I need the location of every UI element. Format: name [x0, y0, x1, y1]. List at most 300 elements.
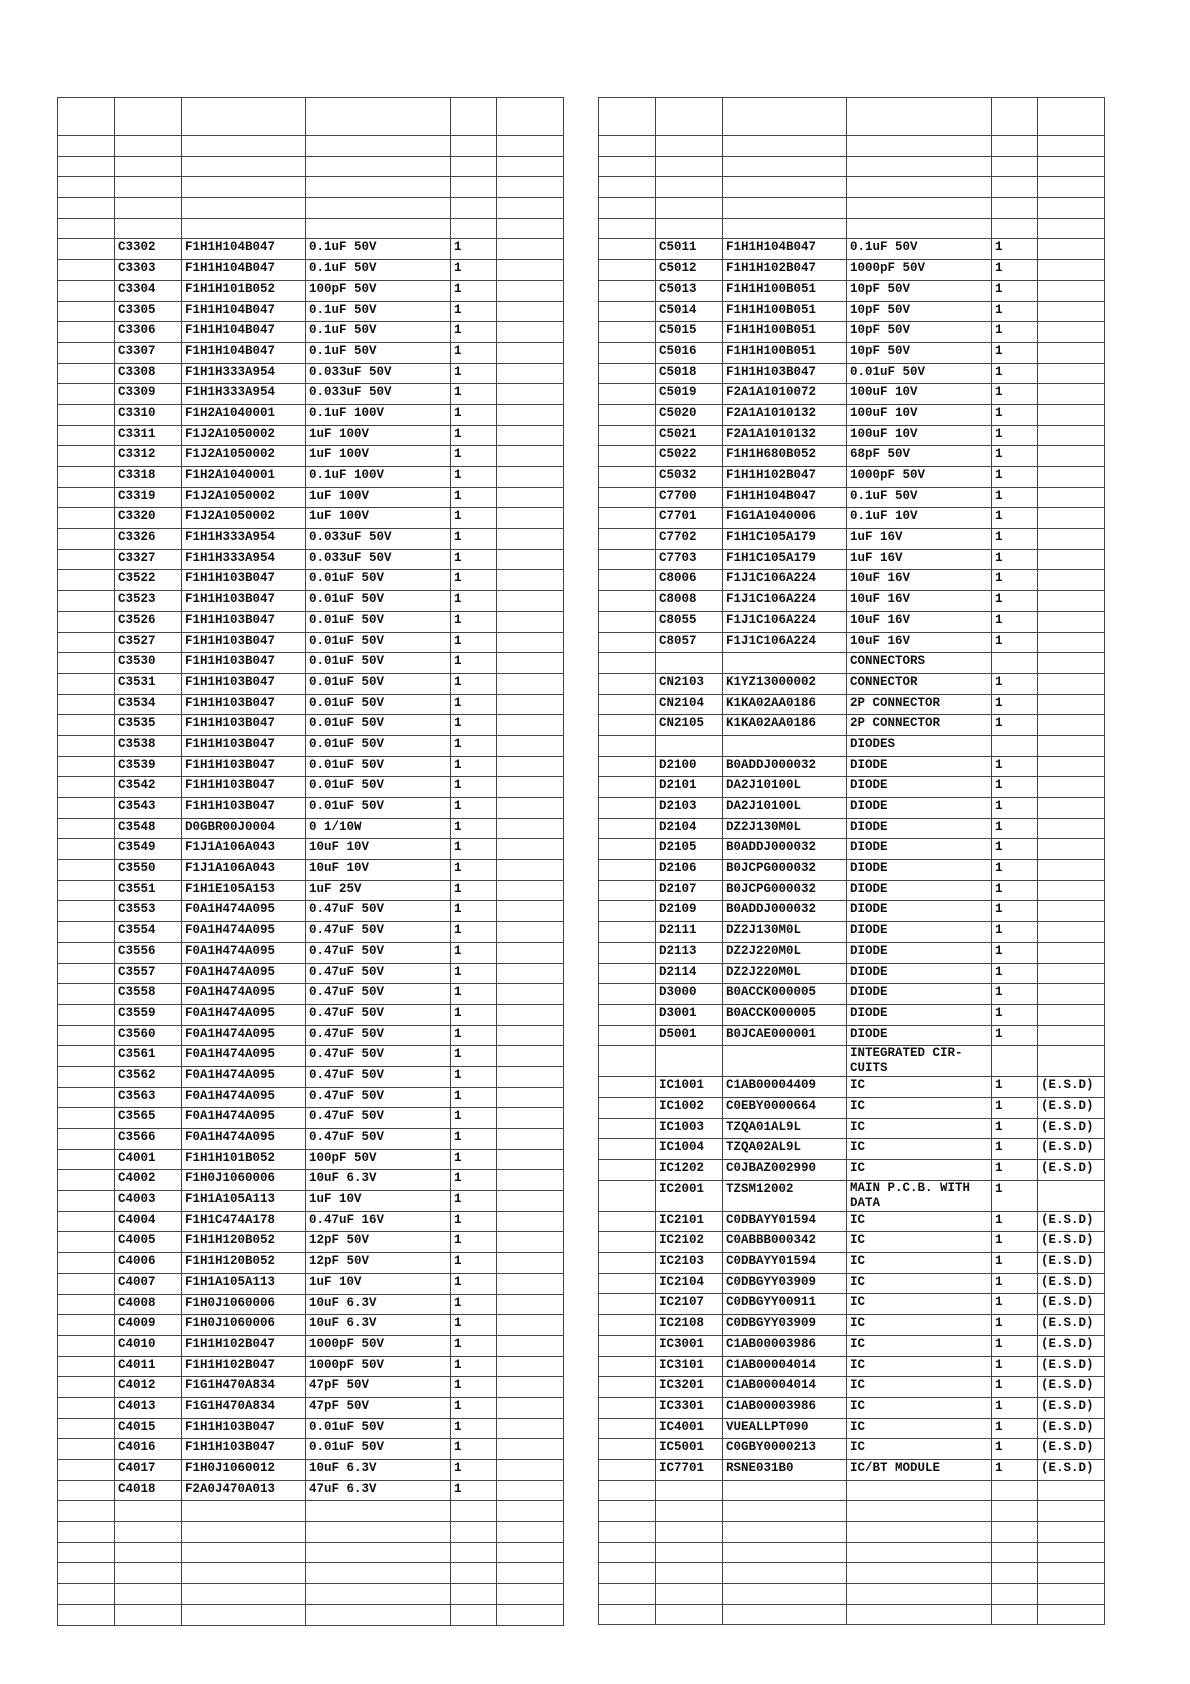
remarks-cell	[1038, 1584, 1105, 1605]
remarks-cell	[1038, 942, 1105, 963]
table-row	[599, 1232, 1105, 1253]
table-row	[599, 1097, 1105, 1118]
remarks-cell	[497, 632, 564, 653]
description-cell: 10uF 6.3V	[306, 1170, 451, 1191]
table-row	[599, 839, 1105, 860]
table-row	[599, 98, 1105, 136]
qty-cell: 1	[451, 839, 497, 860]
part-no-cell: F1H1H104B047	[723, 487, 847, 508]
ref-cell: C3308	[115, 363, 182, 384]
description-cell: 10uF 16V	[847, 591, 992, 612]
ref-no-cell	[58, 239, 115, 260]
remarks-cell	[497, 280, 564, 301]
remarks-cell	[1038, 1180, 1105, 1211]
qty-cell: 1	[992, 901, 1038, 922]
description-cell: IC	[847, 1253, 992, 1274]
description-cell: 100uF 10V	[847, 425, 992, 446]
qty-cell	[451, 198, 497, 219]
ref-no-cell	[599, 1232, 656, 1253]
table-row	[58, 1211, 564, 1232]
qty-cell: 1	[992, 860, 1038, 881]
table-row	[58, 1542, 564, 1563]
table-row	[58, 177, 564, 198]
remarks-cell	[497, 1129, 564, 1150]
qty-cell: 1	[451, 1087, 497, 1108]
description-cell	[306, 156, 451, 177]
ref-no-cell	[58, 839, 115, 860]
part-no-cell: F1H1H104B047	[182, 239, 306, 260]
ref-cell: D2104	[656, 818, 723, 839]
qty-cell: 1	[992, 487, 1038, 508]
ref-cell: IC4001	[656, 1418, 723, 1439]
ref-cell: IC3101	[656, 1356, 723, 1377]
description-cell: 1uF 10V	[306, 1191, 451, 1212]
remarks-cell	[1038, 901, 1105, 922]
ref-no-cell	[599, 1522, 656, 1543]
remarks-cell	[497, 301, 564, 322]
qty-cell: 1	[451, 1129, 497, 1150]
ref-cell: C4011	[115, 1356, 182, 1377]
table-row	[599, 1418, 1105, 1439]
qty-cell: 1	[992, 301, 1038, 322]
remarks-cell	[497, 1542, 564, 1563]
table-row	[58, 673, 564, 694]
part-no-cell: F0A1H474A095	[182, 1066, 306, 1087]
ref-cell: C4012	[115, 1377, 182, 1398]
ref-no-cell	[599, 136, 656, 157]
description-cell: 0.1uF 100V	[306, 404, 451, 425]
ref-cell: C3305	[115, 301, 182, 322]
table-row	[599, 1356, 1105, 1377]
remarks-cell	[497, 777, 564, 798]
qty-cell	[451, 1542, 497, 1563]
ref-cell: IC1004	[656, 1139, 723, 1160]
remarks-cell	[1038, 363, 1105, 384]
table-row	[58, 156, 564, 177]
description-cell	[306, 98, 451, 136]
qty-cell: 1	[451, 880, 497, 901]
table-row	[58, 798, 564, 819]
qty-cell: 1	[992, 384, 1038, 405]
table-row	[58, 1046, 564, 1067]
remarks-cell	[497, 963, 564, 984]
part-no-cell: F1H1H103B047	[182, 653, 306, 674]
ref-cell	[115, 136, 182, 157]
ref-no-cell	[58, 1087, 115, 1108]
remarks-cell	[1038, 1501, 1105, 1522]
ref-no-cell	[599, 1139, 656, 1160]
ref-no-cell	[58, 322, 115, 343]
description-cell	[847, 1604, 992, 1625]
ref-cell: C3319	[115, 487, 182, 508]
table-row	[58, 260, 564, 281]
ref-no-cell	[58, 301, 115, 322]
table-row	[58, 777, 564, 798]
description-cell	[306, 218, 451, 239]
remarks-cell	[497, 1004, 564, 1025]
ref-cell: C3559	[115, 1004, 182, 1025]
ref-cell: C3563	[115, 1087, 182, 1108]
part-no-cell	[723, 1542, 847, 1563]
part-no-cell: C0DBAYY01594	[723, 1253, 847, 1274]
ref-no-cell	[58, 384, 115, 405]
ref-no-cell	[58, 570, 115, 591]
part-no-cell	[723, 1522, 847, 1543]
qty-cell: 1	[992, 1459, 1038, 1480]
qty-cell: 1	[992, 425, 1038, 446]
ref-cell: C3539	[115, 756, 182, 777]
part-no-cell: TZQA02AL9L	[723, 1139, 847, 1160]
qty-cell: 1	[992, 570, 1038, 591]
qty-cell: 1	[451, 1377, 497, 1398]
ref-cell: C4007	[115, 1273, 182, 1294]
part-no-cell	[723, 1501, 847, 1522]
part-no-cell: VUEALLPT090	[723, 1418, 847, 1439]
part-no-cell: F1J1C106A224	[723, 591, 847, 612]
description-cell: 0.1uF 100V	[306, 467, 451, 488]
description-cell: CONNECTOR	[847, 673, 992, 694]
part-no-cell: F1H1H104B047	[182, 342, 306, 363]
part-no-cell: C1AB00003986	[723, 1397, 847, 1418]
table-row	[599, 549, 1105, 570]
ref-no-cell	[58, 1480, 115, 1501]
ref-no-cell	[599, 694, 656, 715]
table-row	[58, 653, 564, 674]
table-row	[599, 922, 1105, 943]
qty-cell	[992, 1542, 1038, 1563]
ref-no-cell	[599, 425, 656, 446]
ref-cell: C3556	[115, 942, 182, 963]
remarks-cell: (E.S.D)	[1038, 1253, 1105, 1274]
ref-no-cell	[58, 1542, 115, 1563]
remarks-cell	[1038, 673, 1105, 694]
remarks-cell	[497, 1377, 564, 1398]
qty-cell: 1	[451, 1439, 497, 1460]
table-row	[58, 1149, 564, 1170]
ref-cell: IC1002	[656, 1097, 723, 1118]
remarks-cell	[497, 342, 564, 363]
description-cell: 0.47uF 50V	[306, 1025, 451, 1046]
part-no-cell: F1H1H103B047	[182, 694, 306, 715]
remarks-cell	[1038, 1004, 1105, 1025]
remarks-cell: (E.S.D)	[1038, 1315, 1105, 1336]
ref-cell: C4006	[115, 1253, 182, 1274]
part-no-cell: F1H1H104B047	[723, 239, 847, 260]
table-row	[599, 342, 1105, 363]
remarks-cell	[497, 1460, 564, 1481]
description-cell: IC	[847, 1118, 992, 1139]
table-row	[599, 798, 1105, 819]
qty-cell: 1	[451, 984, 497, 1005]
part-no-cell	[182, 177, 306, 198]
table-row	[58, 425, 564, 446]
remarks-cell	[1038, 653, 1105, 674]
ref-no-cell	[599, 880, 656, 901]
part-no-cell: F1H1H102B047	[182, 1335, 306, 1356]
ref-cell: D2109	[656, 901, 723, 922]
left-parts-table	[57, 97, 564, 1626]
description-cell: 12pF 50V	[306, 1232, 451, 1253]
remarks-cell	[497, 570, 564, 591]
ref-no-cell	[58, 1004, 115, 1025]
part-no-cell: F1H1H103B047	[723, 363, 847, 384]
ref-cell: C7701	[656, 508, 723, 529]
description-cell: 0.47uF 50V	[306, 1066, 451, 1087]
table-row	[58, 1066, 564, 1087]
ref-cell: C3306	[115, 322, 182, 343]
table-row	[599, 1273, 1105, 1294]
qty-cell: 1	[451, 425, 497, 446]
ref-cell	[656, 1501, 723, 1522]
part-no-cell: F1H1H100B051	[723, 322, 847, 343]
ref-no-cell	[599, 1563, 656, 1584]
table-row	[599, 260, 1105, 281]
ref-cell: D2114	[656, 963, 723, 984]
qty-cell	[992, 218, 1038, 239]
remarks-cell	[497, 901, 564, 922]
ref-no-cell	[58, 901, 115, 922]
part-no-cell: B0JCPG000032	[723, 860, 847, 881]
ref-no-cell	[58, 467, 115, 488]
description-cell: DIODE	[847, 839, 992, 860]
description-cell	[306, 1522, 451, 1543]
table-row	[599, 1046, 1105, 1077]
ref-no-cell	[599, 839, 656, 860]
ref-cell: C3307	[115, 342, 182, 363]
qty-cell: 1	[451, 1273, 497, 1294]
qty-cell: 1	[451, 694, 497, 715]
ref-cell: C4010	[115, 1335, 182, 1356]
table-row	[58, 611, 564, 632]
remarks-cell	[497, 198, 564, 219]
table-row	[58, 1232, 564, 1253]
qty-cell	[992, 156, 1038, 177]
qty-cell: 1	[451, 860, 497, 881]
qty-cell: 1	[451, 508, 497, 529]
remarks-cell	[497, 260, 564, 281]
remarks-cell	[1038, 591, 1105, 612]
qty-cell	[451, 1522, 497, 1543]
ref-cell: C5032	[656, 467, 723, 488]
table-row	[58, 880, 564, 901]
description-cell: 100uF 10V	[847, 404, 992, 425]
table-row	[599, 632, 1105, 653]
table-row	[58, 1356, 564, 1377]
qty-cell: 1	[451, 653, 497, 674]
table-row	[599, 1584, 1105, 1605]
part-no-cell: DA2J10100L	[723, 777, 847, 798]
qty-cell	[992, 1480, 1038, 1501]
table-row	[599, 901, 1105, 922]
part-no-cell	[182, 98, 306, 136]
description-cell: 68pF 50V	[847, 446, 992, 467]
qty-cell	[992, 735, 1038, 756]
ref-cell: C3535	[115, 715, 182, 736]
ref-no-cell	[599, 591, 656, 612]
ref-no-cell	[58, 1273, 115, 1294]
ref-no-cell	[58, 963, 115, 984]
qty-cell: 1	[451, 1025, 497, 1046]
part-no-cell: F0A1H474A095	[182, 1108, 306, 1129]
ref-no-cell	[58, 218, 115, 239]
part-no-cell: F1H1H104B047	[182, 301, 306, 322]
description-cell: 10uF 16V	[847, 611, 992, 632]
table-row	[58, 218, 564, 239]
table-row	[599, 963, 1105, 984]
part-no-cell	[723, 735, 847, 756]
part-no-cell: F1H1H103B047	[182, 777, 306, 798]
table-row	[599, 591, 1105, 612]
ref-cell: D2107	[656, 880, 723, 901]
ref-cell: C5015	[656, 322, 723, 343]
description-cell: 0.1uF 50V	[306, 301, 451, 322]
ref-no-cell	[599, 963, 656, 984]
ref-no-cell	[599, 1459, 656, 1480]
description-cell: DIODE	[847, 942, 992, 963]
table-row	[58, 632, 564, 653]
part-no-cell: C0ABBB000342	[723, 1232, 847, 1253]
qty-cell: 1	[992, 694, 1038, 715]
ref-cell: D5001	[656, 1025, 723, 1046]
ref-cell: C8055	[656, 611, 723, 632]
part-no-cell: F1J1A106A043	[182, 860, 306, 881]
qty-cell: 1	[992, 1180, 1038, 1211]
description-cell: IC	[847, 1315, 992, 1336]
remarks-cell	[1038, 322, 1105, 343]
ref-no-cell	[599, 901, 656, 922]
qty-cell: 1	[992, 1439, 1038, 1460]
part-no-cell: F1H1C105A179	[723, 529, 847, 550]
description-cell: 1uF 100V	[306, 508, 451, 529]
remarks-cell	[1038, 136, 1105, 157]
part-no-cell: C0DBAYY01594	[723, 1211, 847, 1232]
qty-cell: 1	[451, 901, 497, 922]
remarks-cell: (E.S.D)	[1038, 1211, 1105, 1232]
qty-cell: 1	[992, 1139, 1038, 1160]
part-no-cell: F1H2A1040001	[182, 404, 306, 425]
remarks-cell	[497, 384, 564, 405]
part-no-cell	[182, 218, 306, 239]
description-cell: 0.01uF 50V	[306, 1439, 451, 1460]
qty-cell	[451, 177, 497, 198]
qty-cell	[451, 1501, 497, 1522]
description-cell: 0.47uF 50V	[306, 1046, 451, 1067]
qty-cell: 1	[992, 363, 1038, 384]
part-no-cell: B0ADDJ000032	[723, 839, 847, 860]
remarks-cell	[1038, 777, 1105, 798]
part-no-cell: C1AB00003986	[723, 1335, 847, 1356]
table-row	[599, 363, 1105, 384]
remarks-cell	[497, 322, 564, 343]
description-cell: DIODE	[847, 756, 992, 777]
part-no-cell: B0ADDJ000032	[723, 756, 847, 777]
ref-no-cell	[58, 1025, 115, 1046]
qty-cell: 1	[992, 1077, 1038, 1098]
qty-cell: 1	[992, 591, 1038, 612]
ref-no-cell	[599, 756, 656, 777]
qty-cell: 1	[451, 1315, 497, 1336]
qty-cell: 1	[992, 1418, 1038, 1439]
ref-cell: C4015	[115, 1418, 182, 1439]
description-cell: 0.01uF 50V	[306, 694, 451, 715]
part-no-cell	[723, 198, 847, 219]
remarks-cell	[497, 529, 564, 550]
ref-no-cell	[58, 363, 115, 384]
part-no-cell: F1H0J1060006	[182, 1315, 306, 1336]
part-no-cell: F1H1H103B047	[182, 1439, 306, 1460]
description-cell: 0.47uF 50V	[306, 1129, 451, 1150]
table-row	[599, 860, 1105, 881]
table-row	[58, 901, 564, 922]
ref-cell: C3326	[115, 529, 182, 550]
table-row	[599, 446, 1105, 467]
remarks-cell	[1038, 880, 1105, 901]
description-cell: 1000pF 50V	[306, 1335, 451, 1356]
qty-cell: 1	[451, 1397, 497, 1418]
ref-cell: C5014	[656, 301, 723, 322]
ref-no-cell	[599, 301, 656, 322]
ref-no-cell	[58, 798, 115, 819]
remarks-cell	[1038, 1480, 1105, 1501]
description-cell: 0.47uF 16V	[306, 1211, 451, 1232]
table-row	[599, 1315, 1105, 1336]
part-no-cell: F1J1A106A043	[182, 839, 306, 860]
ref-no-cell	[599, 198, 656, 219]
table-row	[599, 1377, 1105, 1398]
remarks-cell	[497, 404, 564, 425]
ref-no-cell	[599, 1439, 656, 1460]
ref-no-cell	[58, 1066, 115, 1087]
ref-no-cell	[599, 239, 656, 260]
ref-cell: IC2103	[656, 1253, 723, 1274]
remarks-cell	[497, 1604, 564, 1625]
table-row	[599, 673, 1105, 694]
description-cell: 1000pF 50V	[306, 1356, 451, 1377]
description-cell: 0.01uF 50V	[306, 673, 451, 694]
qty-cell: 1	[451, 280, 497, 301]
remarks-cell	[497, 1273, 564, 1294]
ref-cell: C7703	[656, 549, 723, 570]
qty-cell: 1	[451, 1294, 497, 1315]
qty-cell: 1	[451, 570, 497, 591]
ref-cell: CN2105	[656, 715, 723, 736]
ref-no-cell	[599, 798, 656, 819]
ref-cell: C5019	[656, 384, 723, 405]
part-no-cell	[723, 1584, 847, 1605]
ref-no-cell	[599, 735, 656, 756]
table-row	[599, 653, 1105, 674]
qty-cell	[451, 136, 497, 157]
description-cell: 100uF 10V	[847, 384, 992, 405]
description-cell: 10uF 10V	[306, 860, 451, 881]
ref-no-cell	[599, 1160, 656, 1181]
part-no-cell	[723, 98, 847, 136]
description-cell: DIODE	[847, 880, 992, 901]
remarks-cell	[497, 1501, 564, 1522]
ref-cell: C8057	[656, 632, 723, 653]
table-row	[58, 404, 564, 425]
remarks-cell	[1038, 301, 1105, 322]
description-cell: 10uF 6.3V	[306, 1294, 451, 1315]
part-no-cell: F1H1H333A954	[182, 384, 306, 405]
qty-cell: 1	[451, 404, 497, 425]
ref-cell: C3543	[115, 798, 182, 819]
ref-no-cell	[58, 1356, 115, 1377]
ref-cell: IC2001	[656, 1180, 723, 1211]
ref-cell	[115, 1584, 182, 1605]
ref-no-cell	[599, 177, 656, 198]
qty-cell: 1	[992, 529, 1038, 550]
